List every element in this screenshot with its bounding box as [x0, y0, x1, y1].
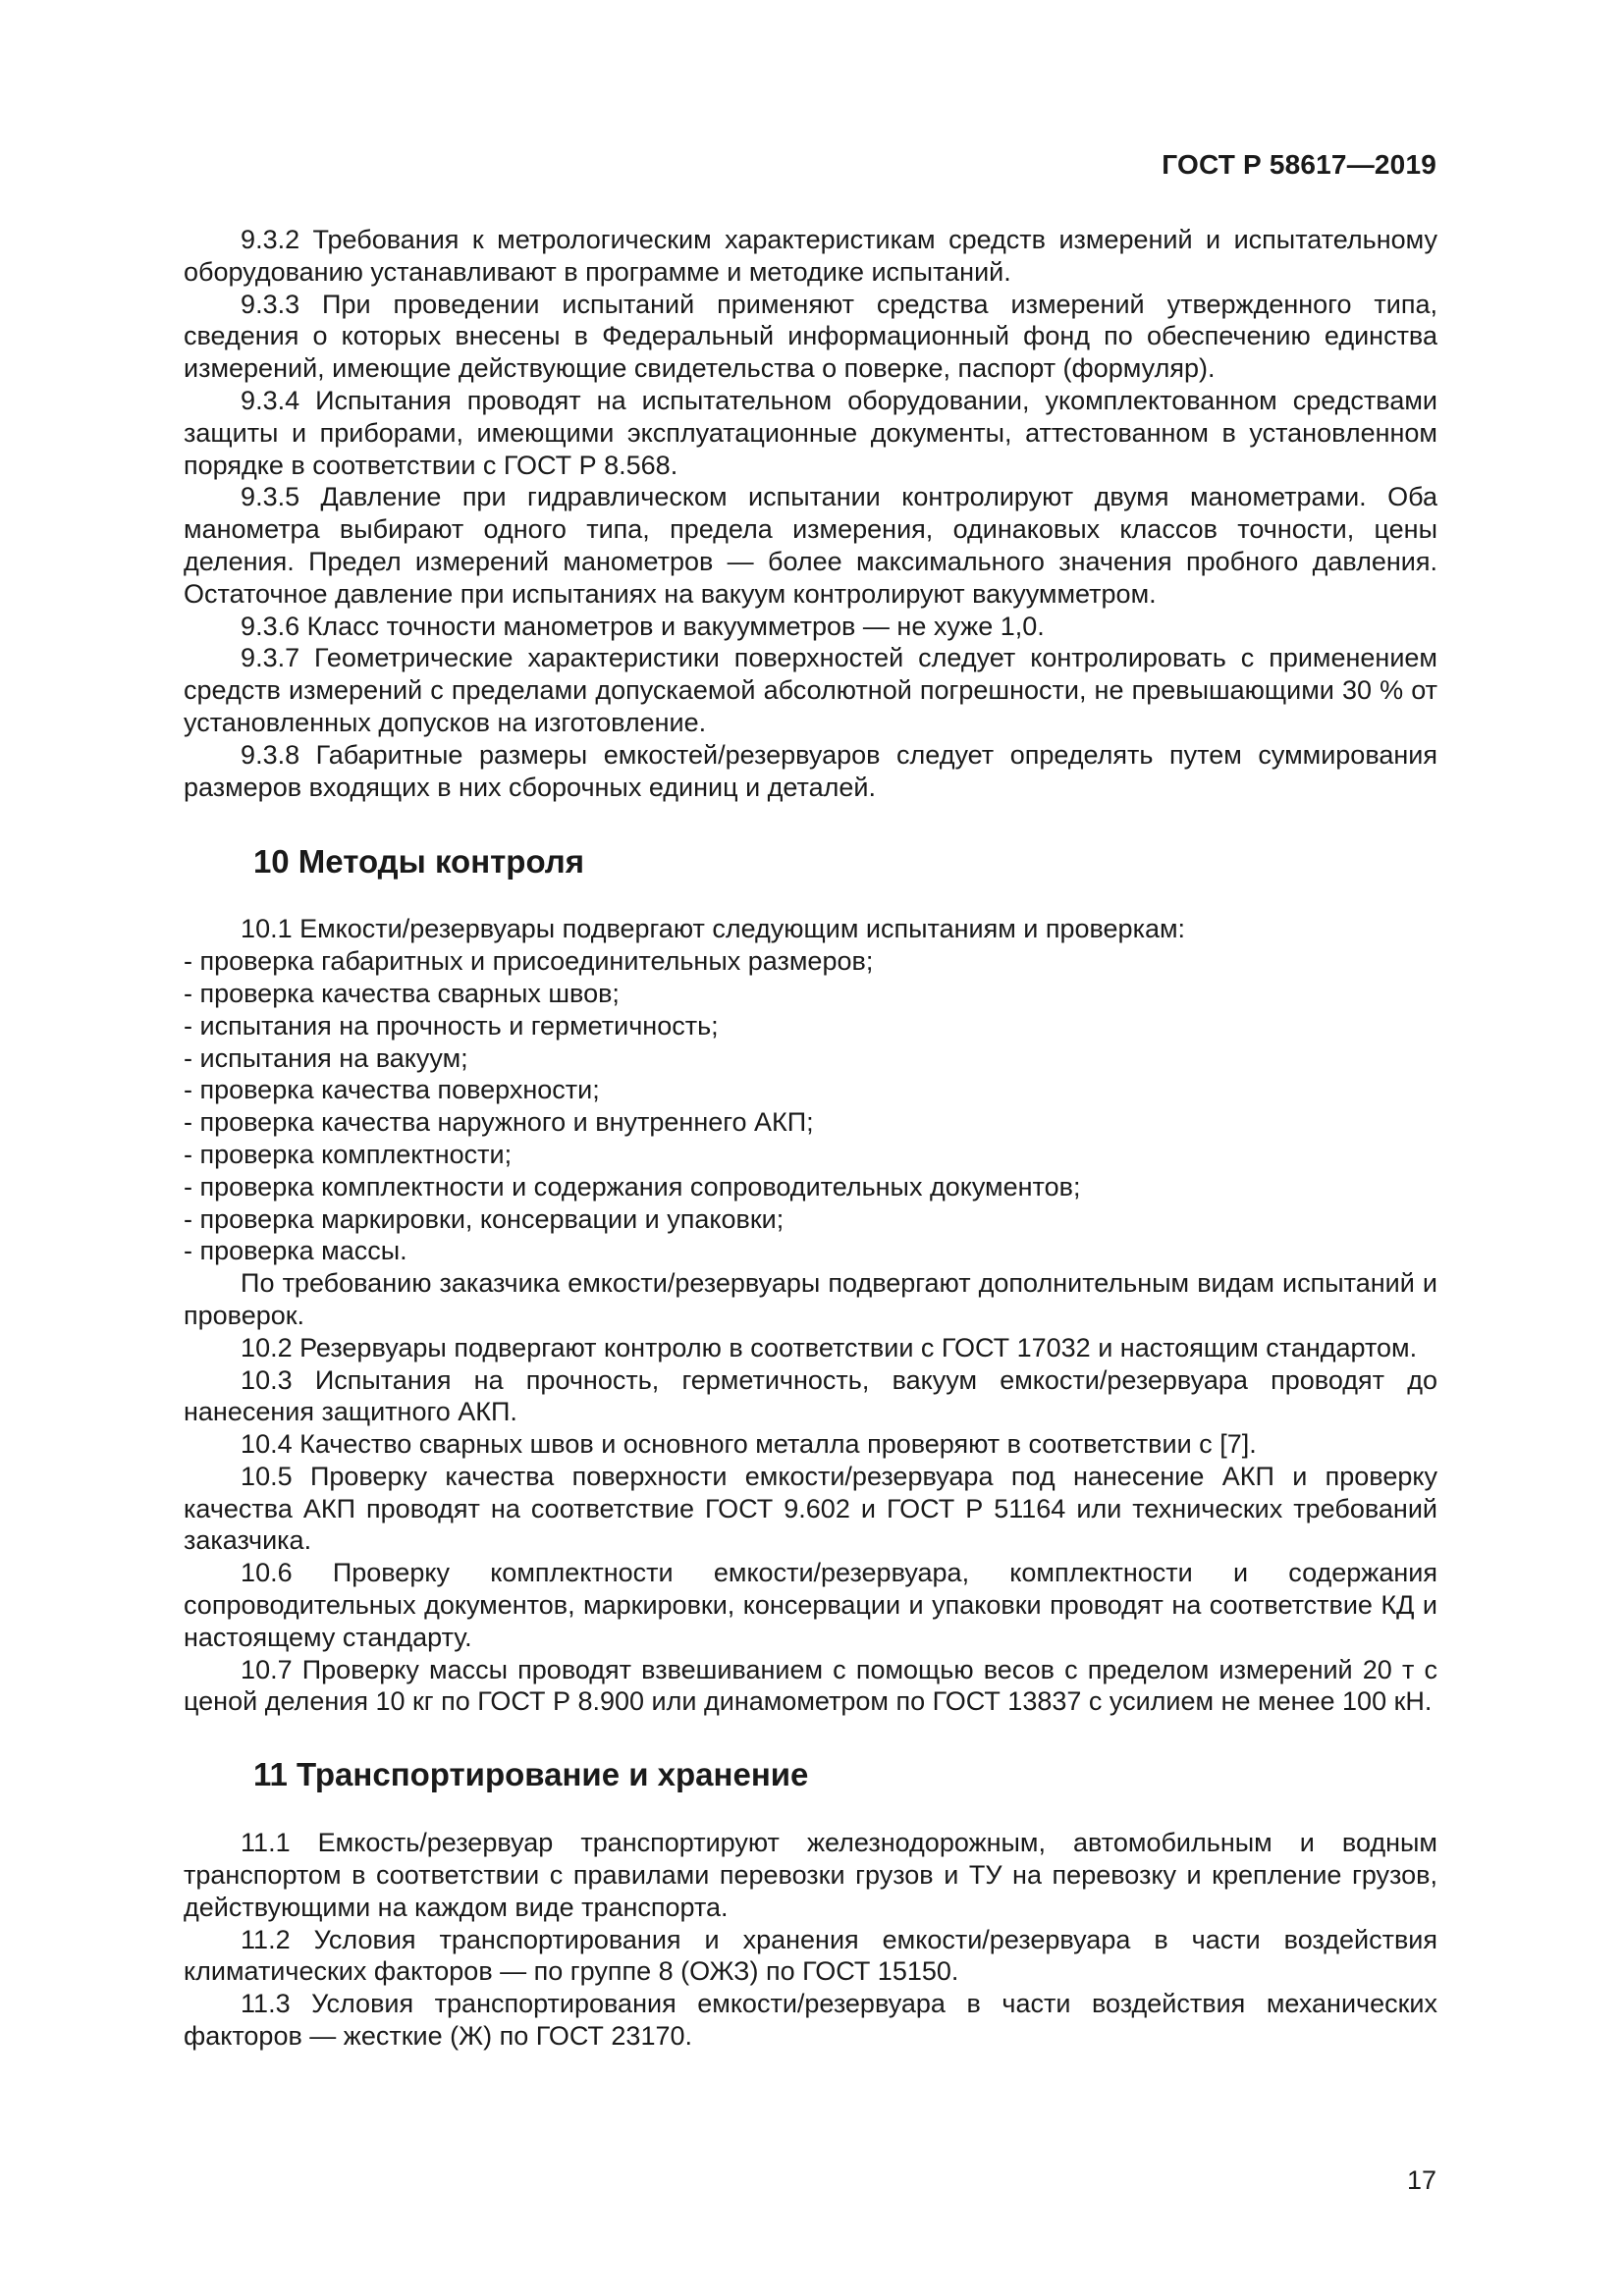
paragraph-10-3: 10.3 Испытания на прочность, герметичность, вакуум емкости/резервуара проводят до нанесения защитного АКП. [184, 1364, 1437, 1427]
paragraph-10-2: 10.2 Резервуары подвергают контролю в соответствии с ГОСТ 17032 и настоящим стандартом. [241, 1332, 1418, 1362]
paragraph-9-3-7: 9.3.7 Геометрические характеристики поверхностей следует контролировать с применением средств измерений с пределами допускаемой абсолютной погрешности, не превышающими 30 % от установленных допусков на изготовление. [184, 643, 1437, 737]
paragraph-11-2: 11.2 Условия транспортирования и хранения емкости/резервуара в части воздействия климатических факторов — по группе 8 (ОЖЗ) по ГОСТ 15150. [184, 1924, 1437, 1987]
list-item: - проверка массы. [184, 1236, 407, 1266]
section-11-title: 11 Транспортирование и хранение [252, 1756, 809, 1793]
paragraph-9-3-8: 9.3.8 Габаритные размеры емкостей/резервуаров следует определять путем суммирования размеров входящих в них сборочных единиц и деталей. [184, 739, 1437, 802]
list-item: - проверка габаритных и присоединительных размеров; [184, 946, 874, 977]
paragraph-10-1-additional: По требованию заказчика емкости/резервуары подвергают дополнительным видам испытаний и проверок. [184, 1268, 1437, 1330]
paragraph-11-1: 11.1 Емкость/резервуар транспортируют железнодорожным, автомобильным и водным транспортом в соответствии с правилами перевозки грузов и ТУ на перевозку и крепление грузов, действующими на каждом виде транспорта. [184, 1828, 1437, 1922]
test-list [184, 945, 1437, 1267]
paragraph-11-3: 11.3 Условия транспортирования емкости/резервуара в части воздействия механических факторов — жесткие (Ж) по ГОСТ 23170. [184, 1989, 1437, 2052]
section-10-title: 10 Методы контроля [252, 843, 585, 881]
document-code-header: ГОСТ Р 58617—2019 [1162, 149, 1436, 180]
paragraph-10-6: 10.6 Проверку комплектности емкости/резервуара, комплектности и содержания сопроводительных документов, маркировки, консервации и упаковки проводят на соответствие КД и настоящему стандарту. [184, 1558, 1437, 1652]
page-content [184, 224, 1437, 2053]
paragraph-9-3-2: 9.3.2 Требования к метрологическим характеристикам средств измерений и испытательному оборудованию устанавливают в программе и методике испытаний. [184, 225, 1437, 287]
paragraph-10-7: 10.7 Проверку массы проводят взвешиванием с помощью весов с пределом измерений 20 т с ценой деления 10 кг по ГОСТ Р 8.900 или динамометром по ГОСТ 13837 с усилием не менее 100 кН. [184, 1654, 1437, 1717]
list-item: - проверка комплектности и содержания сопроводительных документов; [184, 1171, 1081, 1201]
paragraph-9-3-5: 9.3.5 Давление при гидравлическом испытании контролируют двумя манометрами. Оба манометра выбирают одного типа, предела измерения, одинаковых классов точности, цены деления. Предел измерений манометров — более максимального значения пробного давления. Остаточное давление при испытаниях на вакуум контролируют вакуумметром. [184, 482, 1437, 609]
list-item: - испытания на вакуум; [184, 1042, 468, 1073]
list-item: - проверка качества сварных швов; [184, 978, 620, 1008]
paragraph-9-3-4: 9.3.4 Испытания проводят на испытательном оборудовании, укомплектованном средствами защиты и приборами, имеющими эксплуатационные документы, аттестованном в установленном порядке в соответствии с ГОСТ Р 8.568. [184, 385, 1437, 480]
paragraph-10-4: 10.4 Качество сварных швов и основного металла проверяют в соответствии с [7]. [241, 1429, 1257, 1460]
list-item: - проверка маркировки, консервации и упаковки; [184, 1203, 785, 1234]
paragraph-9-3-3: 9.3.3 При проведении испытаний применяют средства измерений утвержденного типа, сведения о которых внесены в Федеральный информационный фонд по обеспечению единства измерений, имеющие действующие свидетельства о поверке, паспорт (формуляр). [184, 289, 1437, 384]
paragraph-10-5: 10.5 Проверку качества поверхности емкости/резервуара под нанесение АКП и проверку качества АКП проводят на соответствие ГОСТ 9.602 и ГОСТ Р 51164 или технических требований заказчика. [184, 1461, 1437, 1556]
list-item: - проверка качества поверхности; [184, 1075, 600, 1105]
paragraph-10-1: 10.1 Емкости/резервуары подвергают следующим испытаниям и проверкам: [241, 914, 1186, 944]
list-item: - проверка комплектности; [184, 1139, 513, 1169]
page-number: 17 [1406, 2165, 1436, 2195]
list-item: - испытания на прочность и герметичность; [184, 1010, 719, 1041]
list-item: - проверка качества наружного и внутреннего АКП; [184, 1107, 814, 1138]
paragraph-9-3-6: 9.3.6 Класс точности манометров и вакуумметров — не хуже 1,0. [241, 611, 1045, 641]
